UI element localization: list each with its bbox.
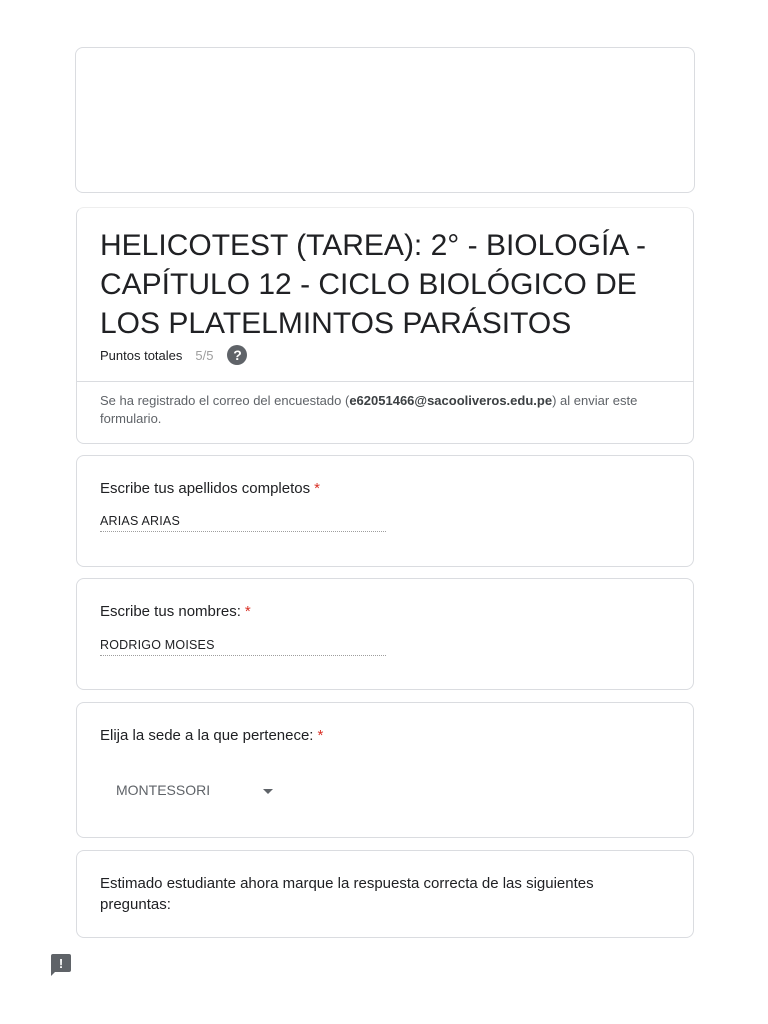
email-note-prefix: Se ha registrado el correo del encuestado ( [100,393,350,408]
header-banner-card [75,47,695,193]
question-label [100,480,320,497]
instruction-text: Estimado estudiante ahora marque la respuesta correcta de las siguientes preguntas: [100,875,594,913]
email-recorded-note [100,392,680,428]
question-text: Elija la sede a la que pertenece: [100,727,314,744]
sede-dropdown[interactable]: MONTESSORI [116,782,211,798]
question-card-nombres [76,578,694,690]
nombres-answer[interactable]: RODRIGO MOISES [100,638,386,656]
required-asterisk: * [317,727,324,744]
apellidos-answer[interactable]: ARIAS ARIAS [100,514,386,532]
form-title: HELICOTEST (TAREA): 2° - BIOLOGÍA - CAPÍTULO 12 - CICLO BIOLÓGICO DE LOS PLATELMINTOS PARÁSITOS [100,229,646,340]
points-value: 5/5 [195,347,214,363]
email-note-suffix: ) al enviar este formulario. [100,393,638,426]
question-card-sede [76,702,694,838]
question-text: Escribe tus apellidos completos [100,480,311,497]
question-label [100,727,323,744]
question-label [100,603,251,620]
required-asterisk: * [244,603,251,620]
respondent-email: e62051466@sacooliveros.edu.pe [349,393,553,408]
instruction-card [76,850,694,938]
chevron-down-icon[interactable] [263,789,273,794]
required-asterisk: * [314,480,320,497]
help-icon[interactable]: ? [227,345,247,365]
report-icon[interactable]: ! [51,954,71,972]
divider [77,381,693,382]
question-text: Escribe tus nombres: [100,603,241,620]
total-points-row [100,345,247,365]
points-label: Puntos totales [100,347,183,363]
form-title-card [76,207,694,444]
question-card-apellidos [76,455,694,567]
